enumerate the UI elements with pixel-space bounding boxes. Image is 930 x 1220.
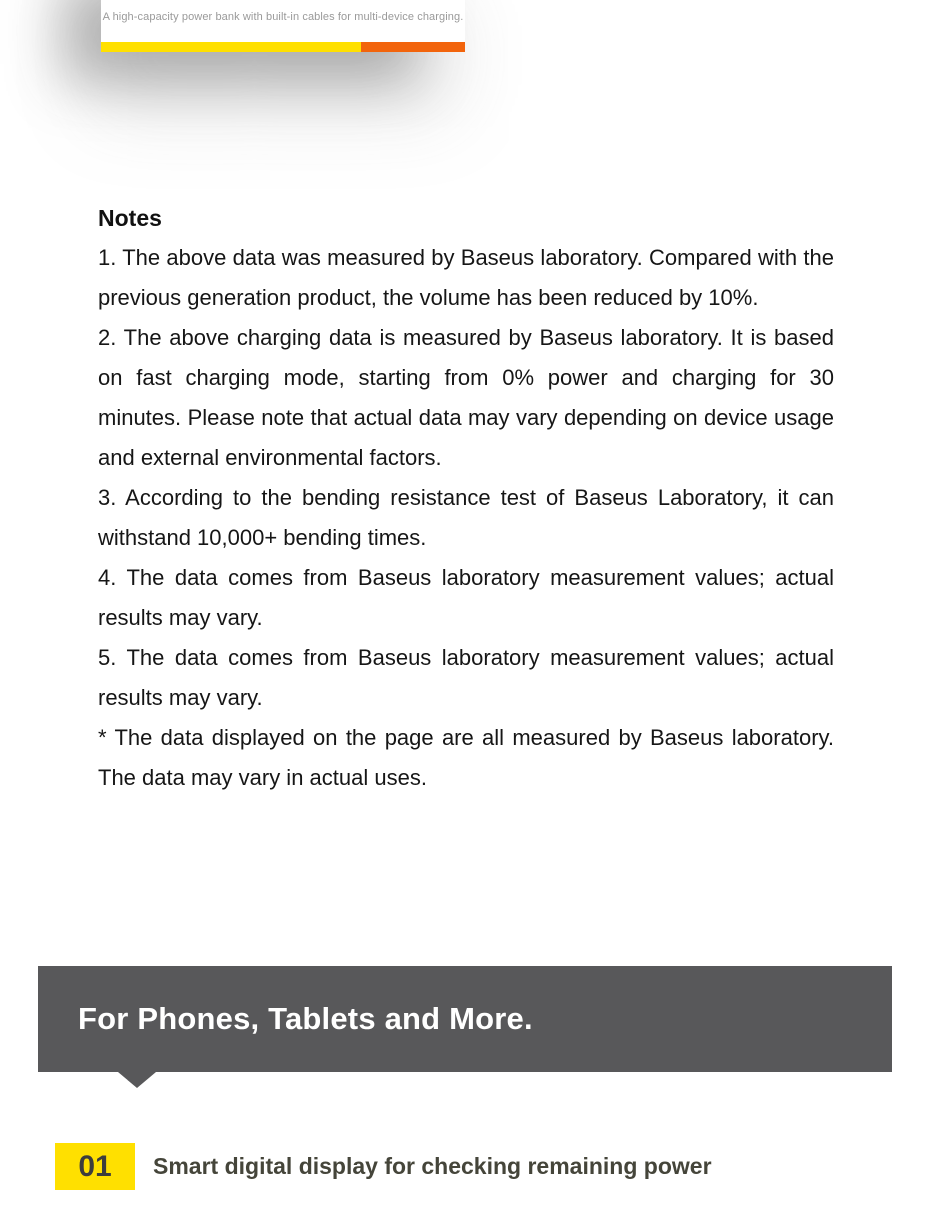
feature-number-badge: [55, 1143, 135, 1190]
product-intro-card: [101, 0, 465, 52]
product-intro-subtitle: A high-capacity power bank with built-in cables for multi-device charging.: [102, 11, 464, 23]
note-item-asterisk: * The data displayed on the page are all measured by Baseus laboratory. The data may vary in actual uses.: [98, 725, 834, 790]
orange-accent-bar: [361, 42, 465, 52]
notes-section: [98, 198, 834, 798]
note-item-5: 5. The data comes from Baseus laboratory measurement values; actual results may vary.: [98, 645, 834, 710]
section-banner-title: For Phones, Tablets and More.: [78, 1001, 533, 1036]
note-item-4: 4. The data comes from Baseus laboratory measurement values; actual results may vary.: [98, 565, 834, 630]
yellow-accent-bar: [101, 42, 361, 52]
banner-pointer-triangle: [118, 1072, 156, 1088]
notes-heading: Notes: [98, 205, 162, 231]
feature-title: Smart digital display for checking remaining power: [153, 1153, 712, 1179]
feature-row: [55, 1143, 712, 1190]
brand-color-bars: [101, 42, 465, 52]
note-item-1: 1. The above data was measured by Baseus laboratory. Compared with the previous generation product, the volume has been reduced by 10%.: [98, 245, 834, 310]
feature-number: 01: [78, 1149, 112, 1183]
note-item-3: 3. According to the bending resistance test of Baseus Laboratory, it can withstand 10,000+ bending times.: [98, 485, 834, 550]
note-item-2: 2. The above charging data is measured by Baseus laboratory. It is based on fast charging mode, starting from 0% power and charging for 30 minutes. Please note that actual data may vary depending on device usage and external environmental factors.: [98, 325, 834, 470]
section-banner: [38, 966, 892, 1072]
